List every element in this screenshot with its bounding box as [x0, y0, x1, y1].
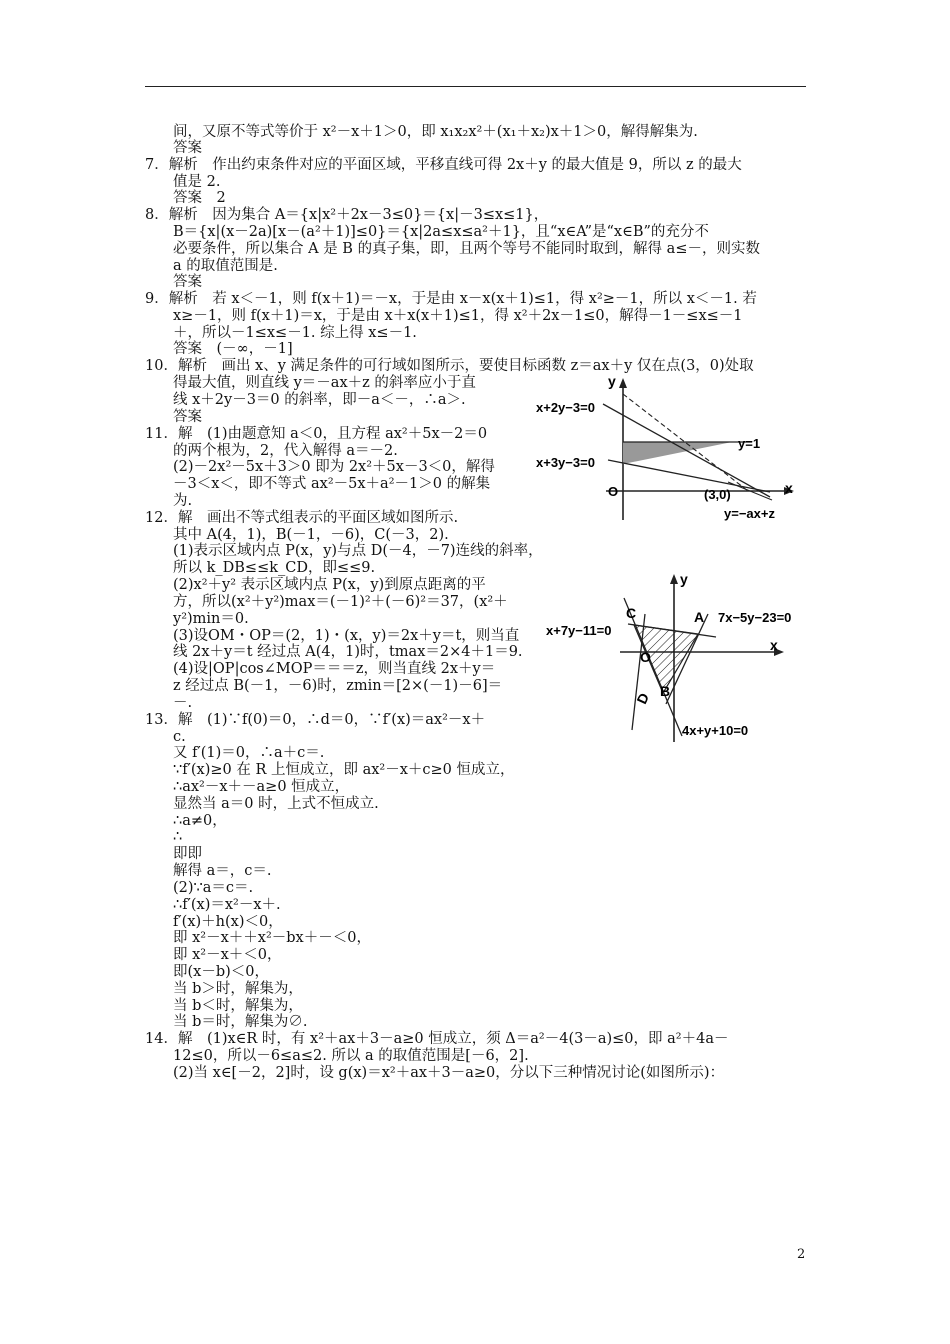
text-line: z 经过点 B(－1，－6)时，zmin＝[2×(－1)－6]＝ [173, 678, 503, 694]
text-line: 显然当 a＝0 时，上式不恒成立. [173, 796, 379, 812]
text-line: ∴ax²－x＋－a≥0 恒成立， [173, 779, 350, 795]
y-axis-arrow-icon [670, 574, 678, 584]
text-line: (1)表示区域内点 P(x，y)与点 D(－4，－7)连线的斜率， [173, 543, 543, 559]
fig1-label-line2: y=1 [738, 436, 761, 451]
text-line: 必要条件，所以集合 A 是 B 的真子集，即，且两个等号不能同时取到，解得 a≤－，则实数 [173, 241, 760, 257]
line-x+3y-3 [608, 460, 770, 492]
fig1-label-line3: x+3y−3=0 [536, 455, 595, 470]
text-line: 间，又原不等式等价于 x²－x＋1＞0，即 x₁x₂x²＋(x₁＋x₂)x＋1＞0，解得解集为. [173, 124, 698, 140]
text-line: 得最大值，则直线 y＝－ax＋z 的斜率应小于直 [173, 375, 476, 391]
fig2-label-origin: O [640, 649, 651, 665]
page-number: 2 [797, 1247, 806, 1262]
fig1-label-point: (3,0) [704, 487, 731, 502]
text-line: 14．解 (1)x∈R 时，有 x²＋ax＋3－a≥0 恒成立，须 Δ＝a²－4(3－a)≤0，即 a²＋4a－ [145, 1031, 729, 1047]
fig1-label-x: x [785, 480, 793, 496]
text-line: 线 2x＋y＝t 经过点 A(4，1)时，tmax＝2×4＋1＝9. [173, 644, 523, 660]
text-line: 方，所以(x²＋y²)max＝(－1)²＋(－6)²＝37，(x²＋ [173, 594, 508, 610]
text-line: ∴f′(x)＝x²－x＋. [173, 897, 281, 913]
fig2-label-D: D [633, 690, 653, 707]
feasible-region-figure-2 [542, 570, 810, 746]
text-line: 8．解析 因为集合 A＝{x|x²＋2x－3≤0}＝{x|－3≤x≤1}， [145, 207, 549, 223]
fig1-label-origin: O [608, 484, 619, 499]
text-line: 所以 k_DB≤≤k_CD，即≤≤9. [173, 560, 376, 576]
text-line: 10．解析 画出 x、y 满足条件的可行域如图所示，要使目标函数 z＝ax＋y 仅在点(3，0)处取 [145, 358, 754, 374]
text-line: 12．解 画出不等式组表示的平面区域如图所示. [145, 510, 459, 526]
text-line: 即 x²－x＋＜0， [173, 947, 282, 963]
fig2-label-C: C [626, 605, 637, 621]
y-axis-arrow-icon [619, 378, 627, 388]
text-line: ∴a≠0， [173, 813, 227, 829]
text-line: 即 x²－x＋＋x²－bx＋－＜0， [173, 930, 371, 946]
feasible-region-figure-1 [530, 372, 810, 527]
text-line: 当 b＜时，解集为， [173, 998, 303, 1014]
text-line: 当 b＝时，解集为∅. [173, 1014, 308, 1030]
fig1-label-objective: y=−ax+z [724, 506, 775, 521]
text-line: B＝{x|(x－2a)[x－(a²＋1)]≤0}＝{x|2a≤x≤a²＋1}，且“x∈A”是“x∈B”的充分不 [173, 224, 709, 240]
text-line: 又 f′(1)＝0，∴a＋c＝. [173, 745, 325, 761]
text-line: (2)x²＋y² 表示区域内点 P(x，y)到原点距离的平 [173, 577, 486, 593]
fig1-label-y: y [608, 373, 616, 389]
text-line: 7．解析 作出约束条件对应的平面区域，平移直线可得 2x＋y 的最大值是 9，所以 z 的最大 [145, 157, 742, 173]
fig2-label-y: y [680, 571, 688, 587]
text-line: (3)设OM・OP＝(2，1)・(x，y)＝2x＋y＝t，则当直 [173, 628, 520, 644]
text-line: 即(x－b)＜0， [173, 964, 269, 980]
text-line: 当 b＞时，解集为， [173, 981, 303, 997]
text-line: 答案 [173, 409, 202, 425]
fig2-label-line-A: 7x−5y−23=0 [718, 610, 792, 625]
text-line: a 的取值范围是. [173, 258, 278, 274]
text-line: 12≤0，所以－6≤a≤2. 所以 a 的取值范围是[－6，2]. [173, 1048, 529, 1064]
text-line: 答案 2 [173, 190, 226, 206]
fig1-label-line1: x+2y−3=0 [536, 400, 595, 415]
fig2-label-line-C: x+7y−11=0 [546, 623, 612, 638]
text-line: 答案 (－∞，－1] [173, 341, 293, 357]
fig2-label-B: B [660, 683, 671, 699]
text-line: (2)∵a＝c＝. [173, 880, 254, 896]
text-line: (2)－2x²－5x＋3＞0 即为 2x²＋5x－3＜0，解得 [173, 459, 495, 475]
text-line: c. [173, 729, 186, 745]
text-line: f′(x)＋h(x)＜0， [173, 914, 283, 930]
text-line: ∴ [173, 829, 183, 845]
text-line: 的两个根为，2，代入解得 a＝－2. [173, 443, 398, 459]
text-line: (4)设|OP|cos∠MOP＝＝＝z，则当直线 2x＋y＝ [173, 661, 496, 677]
fig2-label-x: x [770, 637, 778, 653]
text-line: ＋，所以－1≤x≤－1. 综上得 x≤－1. [173, 325, 417, 341]
text-line: y²)min＝0. [173, 611, 249, 627]
text-line: 其中 A(4，1)，B(－1，－6)，C(－3，2). [173, 527, 449, 543]
text-line: 即即 [173, 846, 202, 862]
fig2-label-A: A [694, 609, 705, 625]
text-line: 13．解 (1)∵f(0)＝0，∴d＝0，∵f′(x)＝ax²－x＋ [145, 712, 486, 728]
fig2-label-line-B: 4x+y+10=0 [682, 723, 749, 738]
text-line: 线 x＋2y－3＝0 的斜率，即－a＜－，∴a＞. [173, 392, 466, 408]
text-line: x≥－1，则 f(x＋1)＝x，于是由 x＋x(x＋1)≤1，得 x²＋2x－1≤0，解得－1－≤x≤－1 [173, 308, 743, 324]
text-line: 解得 a＝，c＝. [173, 863, 272, 879]
text-line: ∵f′(x)≥0 在 R 上恒成立，即 ax²－x＋c≥0 恒成立， [173, 762, 515, 778]
text-line: －. [173, 695, 193, 711]
text-line: (2)当 x∈[－2，2]时，设 g(x)＝x²＋ax＋3－a≥0，分以下三种情况讨论(如图所示)： [173, 1065, 725, 1081]
text-line: 答案 [173, 274, 202, 290]
text-line: 9．解析 若 x＜－1，则 f(x＋1)＝－x，于是由 x－x(x＋1)≤1，得 x²≥－1，所以 x＜－1. 若 [145, 291, 757, 307]
text-line: 答案 [173, 140, 202, 156]
header-rule [145, 86, 806, 87]
text-line: －3＜x＜，即不等式 ax²－5x＋a²－1＞0 的解集 [173, 476, 491, 492]
text-line: 11．解 (1)由题意知 a＜0，且方程 ax²＋5x－2＝0 [145, 426, 488, 442]
text-line: 值是 2. [173, 174, 221, 190]
text-line: 为. [173, 493, 193, 509]
